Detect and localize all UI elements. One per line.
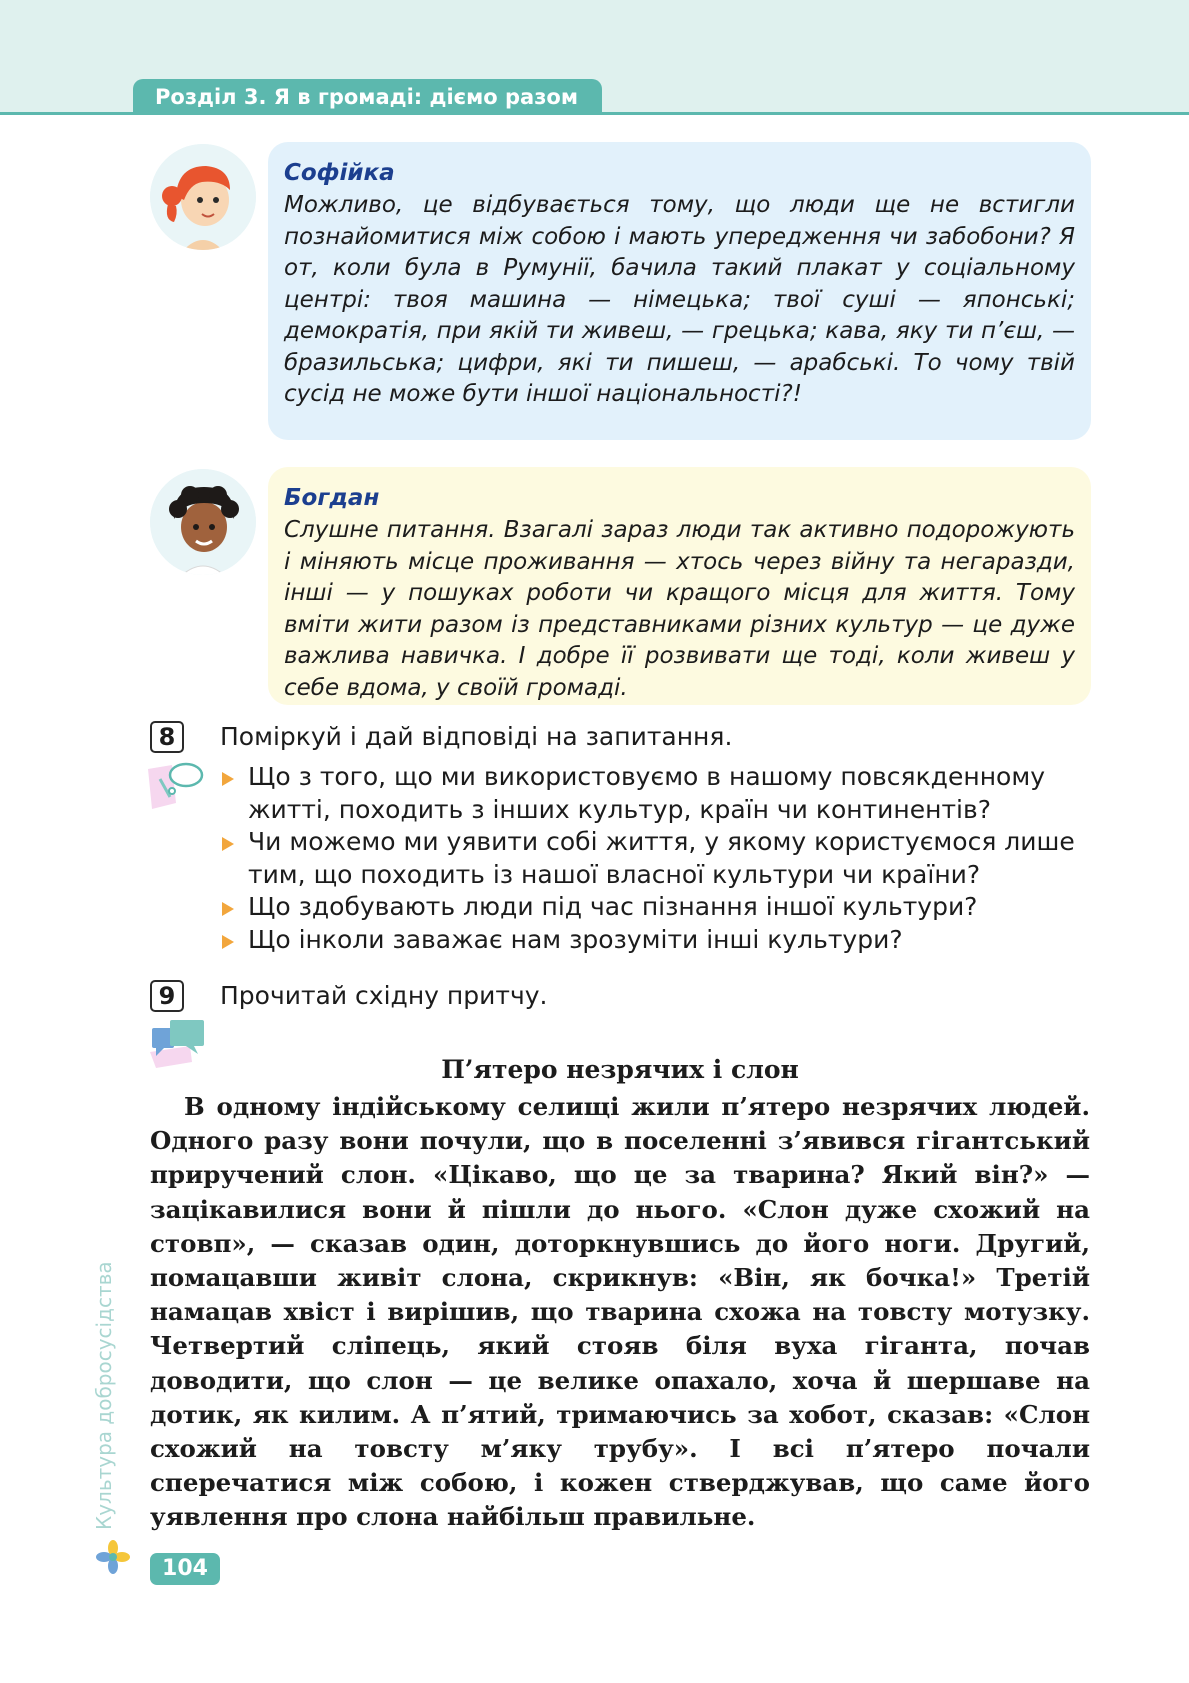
- bullet-arrow-icon: [222, 902, 234, 916]
- boy-avatar-icon: [150, 469, 256, 575]
- girl-avatar-icon: [150, 144, 256, 250]
- speech-text: Можливо, це відбувається тому, що люди ще не встигли познайомитися між собою і мають упередження чи забобони? Я от, коли була в Румунії, бачила такий плакат у соціальному центрі: твоя машина — німецька; твої суші — японські; демократія, при якій ти живеш, — грецька; кава, яку ти п’єш, — бразильська; цифри, які ти пишеш, — арабські. То чому твій сусід не може бути іншої національності?!: [284, 192, 1075, 407]
- task-number-8: 8: [150, 721, 184, 753]
- question-list: [220, 761, 1090, 956]
- chapter-title: Розділ 3. Я в громаді: діємо разом: [133, 79, 602, 115]
- bullet-arrow-icon: [222, 837, 234, 851]
- side-label: Культура добросусідства: [92, 1261, 116, 1530]
- flower-icon: [96, 1540, 130, 1574]
- list-item: Що з того, що ми використовуємо в нашому повсякденному житті, походить з інших культур, країн чи континентів?: [220, 761, 1090, 826]
- bullet-arrow-icon: [222, 772, 234, 786]
- page-number: 104: [150, 1553, 220, 1585]
- dialogue-bubble-sofiyka: [268, 142, 1091, 440]
- list-item: Що інколи заважає нам зрозуміти інші культури?: [220, 924, 1090, 957]
- story-title: П’ятеро незрячих і слон: [441, 1055, 799, 1084]
- speaker-name: Богдан: [284, 485, 380, 511]
- story-text: В одному індійському селищі жили п’ятеро незрячих людей. Одного разу вони почули, що в поселенні з’явився гігантський приручений слон. «Цікаво, що це за тварина? Який він?» — зацікавилися вони й пішли до нього. «Слон дуже схожий на стовп», — сказав один, доторкнувшись до його ноги. Другий, помацавши живіт слона, скрикнув: «Він, як бочка!» Третій намацав хвіст і вирішив, що тварина схожа на товсту мотузку. Четвертий сліпець, який стояв біля вуха гіганта, почав доводити, що слон — це велике опахало, хоча й шершаве на дотик, як килим. А п’ятий, тримаючись за хобот, сказав: «Слон схожий на товсту м’яку трубу». І всі п’ятеро почали сперечатися між собою, і кожен стверджував, що саме його уявлення про слона найбільш правильне.: [150, 1092, 1090, 1532]
- task-number-9: 9: [150, 980, 184, 1012]
- task-9-title: Прочитай східну притчу.: [220, 981, 548, 1010]
- dialogue-bubble-bohdan: [268, 467, 1091, 705]
- bullet-arrow-icon: [222, 935, 234, 949]
- thought-bubble-icon: [142, 757, 206, 817]
- list-item: Чи можемо ми уявити собі життя, у якому користуємося лише тим, що походить із нашої власної культури чи країни?: [220, 826, 1090, 891]
- speech-text: Слушне питання. Взагалі зараз люди так активно подорожують і міняють місце проживання — хтось через війну та негаразди, інші — у пошуках роботи чи кращого місця для життя. Тому вміти жити разом із представниками різних культур — це дуже важлива навичка. І добре її розвивати ще тоді, коли живеш у себе вдома, у своїй громаді.: [284, 517, 1075, 701]
- list-item: Що здобувають люди під час пізнання іншої культури?: [220, 891, 1090, 924]
- task-8-title: Поміркуй і дай відповіді на запитання.: [220, 722, 733, 751]
- speaker-name: Софійка: [284, 160, 395, 186]
